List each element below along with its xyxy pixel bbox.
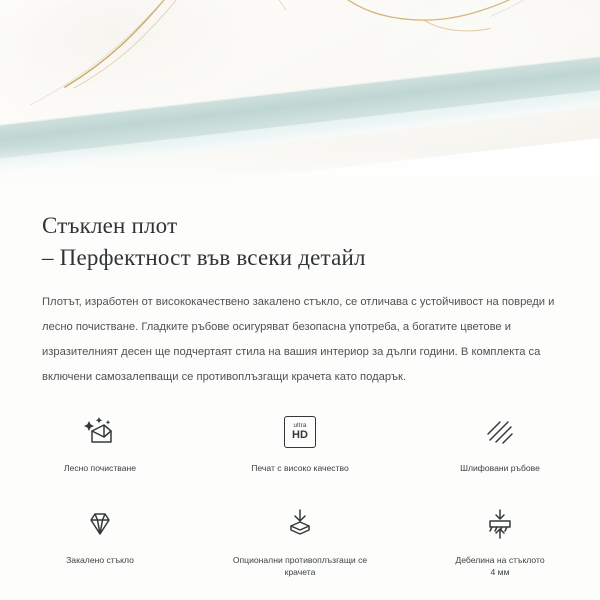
- feature-caption: Печат с високо качество: [251, 463, 349, 473]
- headline-line-1: Стъклен плот: [42, 213, 178, 238]
- text-content: [0, 196, 600, 390]
- hero-bottom-fade: [0, 148, 600, 196]
- diamond-icon: [78, 502, 122, 546]
- hero-image: [0, 0, 600, 196]
- feature-caption: Лесно почистване: [63, 463, 137, 473]
- description-paragraph: Плотът, изработен от висококачествено закалено стъкло, се отличава с устойчивост на повреди и лесно почистване. Гладките ръбове осигуряват безопасна употреба, а богатите цветове и изразителният десен ще подчертаят стила на вашия интериор за дълги години. В комплекта са включени самозалепващи се противоплъзгащи крачета като подарък.: [42, 296, 555, 383]
- feature-caption-line2: 4 мм: [490, 567, 510, 577]
- feature-glass-thickness: [400, 496, 600, 584]
- sparkle-cloth-icon: [78, 410, 122, 454]
- feature-polished-edges: [400, 404, 600, 492]
- feature-easy-cleaning: [0, 404, 200, 492]
- anti-slip-feet-icon: [278, 502, 322, 546]
- thickness-arrows-icon: [478, 502, 522, 546]
- feature-high-quality-print: [200, 404, 400, 492]
- ultra-hd-icon: [278, 410, 322, 454]
- feature-caption: Шлифовани ръбове: [460, 463, 540, 473]
- polished-edges-icon: [478, 410, 522, 454]
- hd-label: HD: [292, 429, 308, 442]
- feature-caption-line1: Дебелина на стъклото: [455, 555, 545, 565]
- page-title: [0, 196, 600, 274]
- feature-tempered-glass: [0, 496, 200, 584]
- feature-caption: Закалено стъкло: [66, 555, 134, 565]
- headline-line-2: – Перфектност във всеки детайл: [42, 245, 366, 270]
- feature-caption: Опционални противоплъзгащи се крачета: [232, 555, 368, 577]
- feature-anti-slip-feet: [200, 496, 400, 584]
- feature-caption: [455, 554, 544, 578]
- feature-grid: [0, 404, 600, 584]
- ultra-label: ultra: [293, 421, 307, 429]
